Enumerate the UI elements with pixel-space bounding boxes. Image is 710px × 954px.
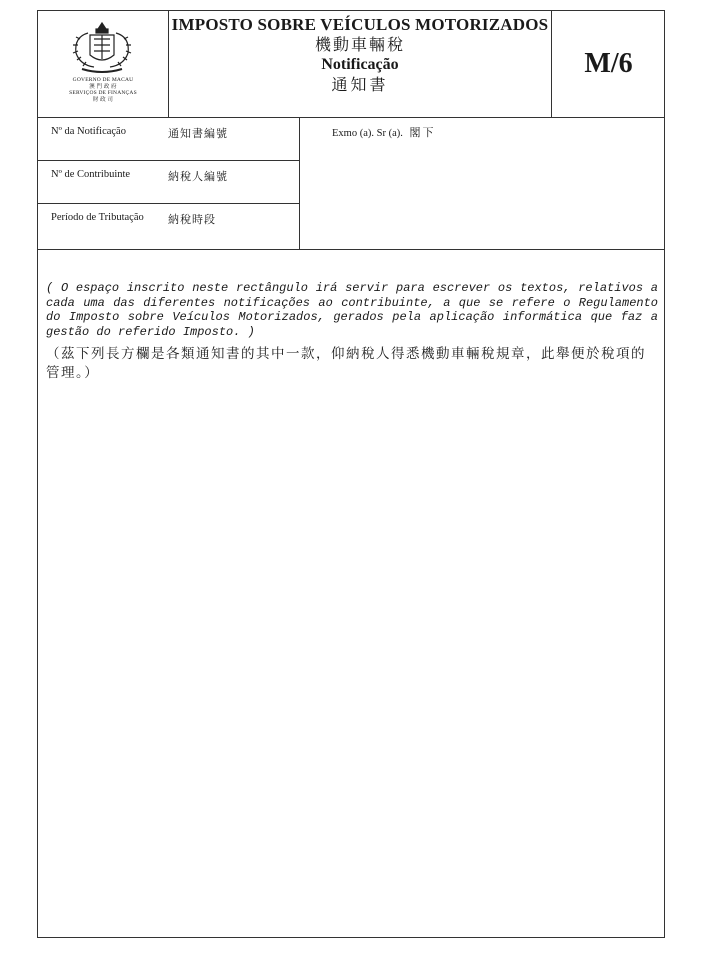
logo-line-4: 財 政 司 [92,96,114,103]
recipient-label [332,124,435,140]
logo-line-2: 澳 門 政 府 [89,83,117,90]
title-block [169,11,551,117]
field-tax-period[interactable] [38,204,299,246]
field-notification-number[interactable] [38,118,299,161]
field-label-pt: Nº de Contribuinte [51,169,131,180]
recipient-block[interactable] [300,118,664,249]
field-label-cn: 納稅時段 [168,213,216,226]
field-taxpayer-number[interactable] [38,161,299,204]
notification-body [46,281,658,383]
field-label-pt: Nº da Notificação [51,126,126,137]
form-code: M/6 [584,48,633,79]
recipient-label-pt: Exmo (a). Sr (a). [332,128,403,139]
info-section [38,118,664,250]
logo-line-3: SERVIÇOS DE FINANÇAS [69,90,137,96]
logo-text [38,77,168,103]
field-label-pt: Período de Tributação [51,212,144,223]
field-label-cn: 納稅人編號 [168,170,228,183]
title-pt: IMPOSTO SOBRE VEÍCULOS MOTORIZADOS [171,15,549,34]
title-cn: 機動車輛稅 [314,35,405,54]
field-label-cn: 通知書編號 [168,127,228,140]
subtitle-pt: Notificação [321,56,399,73]
logo-line-1: GOVERNO DE MACAU [72,77,134,83]
info-fields [38,118,300,249]
form-code-block [551,11,665,117]
body-text-cn: （茲下列長方欄是各類通知書的其中一款，仰納稅人得悉機動車輛稅規章，此舉便於稅項的管理。） [46,346,646,381]
form-frame [37,10,665,938]
recipient-label-cn: 閣下 [409,126,436,139]
subtitle-cn: 通知書 [331,75,389,94]
form-header [38,11,664,118]
logo-block [38,11,169,117]
macau-coat-of-arms-icon [68,19,136,75]
body-text-pt: ( O espaço inscrito neste rectângulo irá servir para escrever os textos, relativos a cada uma das diferentes notificações ao contribuinte, a que se refere o Regulamento do Imposto sobre Veículos Motorizados, gerados pela aplicação informática que faz a gestão do referido Imposto. ) [46,281,658,339]
